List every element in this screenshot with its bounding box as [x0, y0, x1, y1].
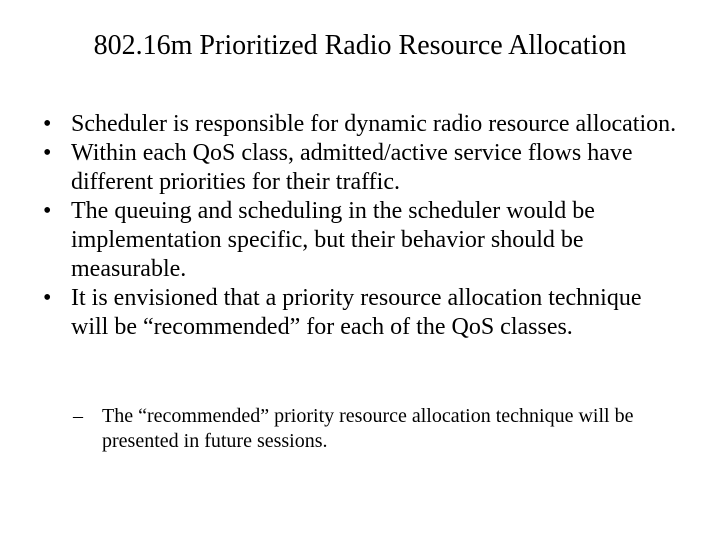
bullet-text: It is envisioned that a priority resource allocation technique will be “recommended” for each of the QoS classes. [71, 285, 642, 340]
bullet-item [43, 110, 683, 139]
sub-bullet-marker: – [73, 405, 83, 427]
bullet-text: Scheduler is responsible for dynamic radio resource allocation. [71, 111, 677, 137]
slide-title: 802.16m Prioritized Radio Resource Allocation [93, 30, 627, 61]
bullet-marker: • [43, 285, 52, 311]
bullet-marker: • [43, 111, 52, 137]
sub-bullet-item [73, 404, 693, 454]
bullet-text: Within each QoS class, admitted/active service flows have different priorities for their traffic. [71, 140, 633, 195]
bullet-item [43, 284, 683, 342]
bullet-item [43, 197, 683, 284]
bullet-text: The queuing and scheduling in the scheduler would be implementation specific, but their behavior should be measurable. [71, 198, 595, 282]
sub-bullet-text: The “recommended” priority resource allocation technique will be presented in future sessions. [102, 405, 634, 452]
bullet-marker: • [43, 198, 52, 224]
bullet-marker: • [43, 140, 52, 166]
bullet-list [43, 110, 683, 342]
sub-bullet-list [73, 404, 693, 454]
bullet-item [43, 139, 683, 197]
